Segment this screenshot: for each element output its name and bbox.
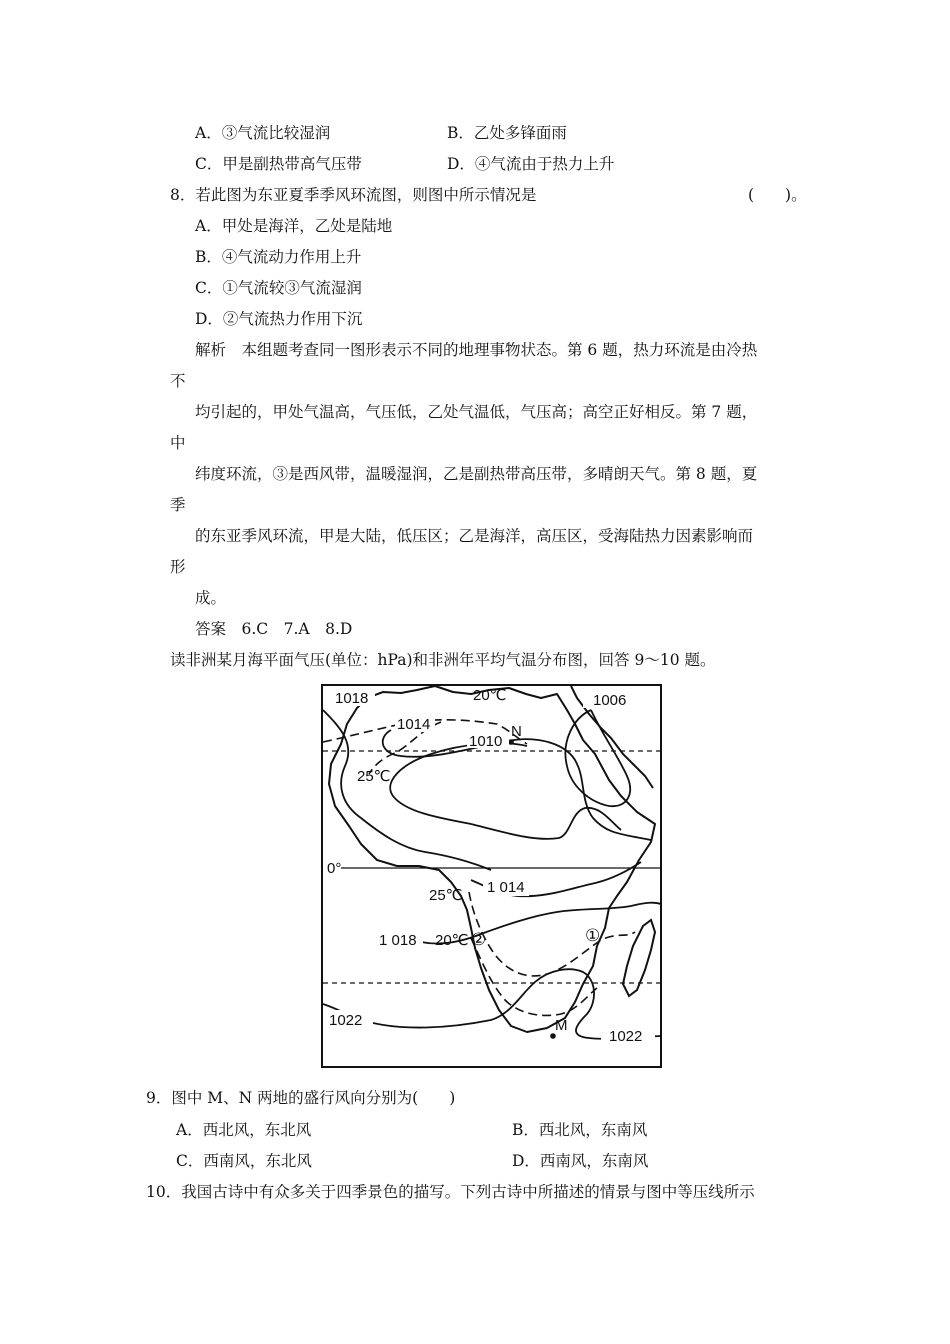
analysis-line-5: 成。 — [195, 589, 227, 607]
label-1006: 1006 — [593, 692, 627, 709]
analysis-line-1-wrap: 不 — [170, 372, 186, 390]
q7-option-c: C．甲是副热带高气压带 — [195, 155, 362, 173]
analysis-line-4-wrap: 形 — [170, 558, 186, 576]
q8-option-a: A．甲处是海洋，乙处是陆地 — [195, 217, 393, 235]
analysis-line-1: 解析 本组题考查同一图形表示不同的地理事物状态。第 6 题，热力环流是由冷热 — [195, 341, 758, 359]
label-circle-2: ② — [471, 930, 487, 949]
analysis-line-3-wrap: 季 — [170, 496, 186, 514]
label-circle-1: ① — [585, 926, 601, 945]
analysis-line-4: 的东亚季风环流，甲是大陆，低压区；乙是海洋，高压区，受海陆热力因素影响而 — [195, 527, 754, 545]
q9-option-d: D．西南风，东南风 — [512, 1152, 649, 1170]
label-25c-top: 25℃ — [357, 768, 391, 785]
africa-isobar-map — [321, 684, 662, 1068]
analysis-line-2-wrap: 中 — [170, 434, 186, 452]
label-1018-mid: 1 018 — [379, 932, 417, 949]
label-equator: 0° — [327, 860, 342, 877]
q7-option-a: A．③气流比较湿润 — [195, 124, 331, 142]
q8-option-b: B．④气流动力作用上升 — [195, 248, 362, 266]
label-1022-left: 1022 — [329, 1012, 363, 1029]
label-20c-top: 20℃ — [473, 687, 507, 704]
q9-option-b: B．西北风，东南风 — [512, 1121, 648, 1139]
label-1014-top: 1014 — [397, 716, 431, 733]
label-1022-right: 1022 — [609, 1028, 643, 1045]
label-1010: 1010 — [469, 733, 503, 750]
label-25c-mid: 25℃ — [429, 887, 463, 904]
q8-option-d: D．②气流热力作用下沉 — [195, 310, 363, 328]
q8-option-c: C．①气流较③气流湿润 — [195, 279, 362, 297]
label-n: N — [511, 723, 522, 740]
answer-line: 答案 6.C 7.A 8.D — [195, 620, 353, 638]
q9-stem: 9．图中 M、N 两地的盛行风向分别为( ) — [146, 1089, 456, 1107]
point-n-marker — [508, 739, 514, 745]
q8-bracket: ( )。 — [748, 186, 807, 204]
analysis-line-2: 均引起的，甲处气温高，气压低，乙处气温低，气压高；高空正好相反。第 7 题， — [195, 403, 758, 421]
analysis-line-3: 纬度环流，③是西风带，温暖湿润，乙是副热带高压带，多晴朗天气。第 8 题，夏 — [195, 465, 758, 483]
label-1014-mid: 1 014 — [487, 879, 525, 896]
q7-option-d: D．④气流由于热力上升 — [447, 155, 615, 173]
q10-stem: 10．我国古诗中有众多关于四季景色的描写。下列古诗中所描述的情景与图中等压线所示 — [146, 1183, 755, 1201]
q9-option-a: A．西北风，东北风 — [176, 1121, 312, 1139]
map-intro: 读非洲某月海平面气压(单位：hPa)和非洲年平均气温分布图，回答 9～10 题。 — [170, 651, 716, 669]
point-m-marker — [550, 1033, 556, 1039]
label-1018-top: 1018 — [335, 690, 369, 707]
q8-stem: 8．若此图为东亚夏季季风环流图，则图中所示情况是 — [170, 186, 537, 204]
label-m: M — [555, 1017, 568, 1034]
q7-option-b: B．乙处多锋面雨 — [447, 124, 567, 142]
q9-option-c: C．西南风，东北风 — [176, 1152, 312, 1170]
label-20c-mid: 20℃ — [435, 932, 469, 949]
